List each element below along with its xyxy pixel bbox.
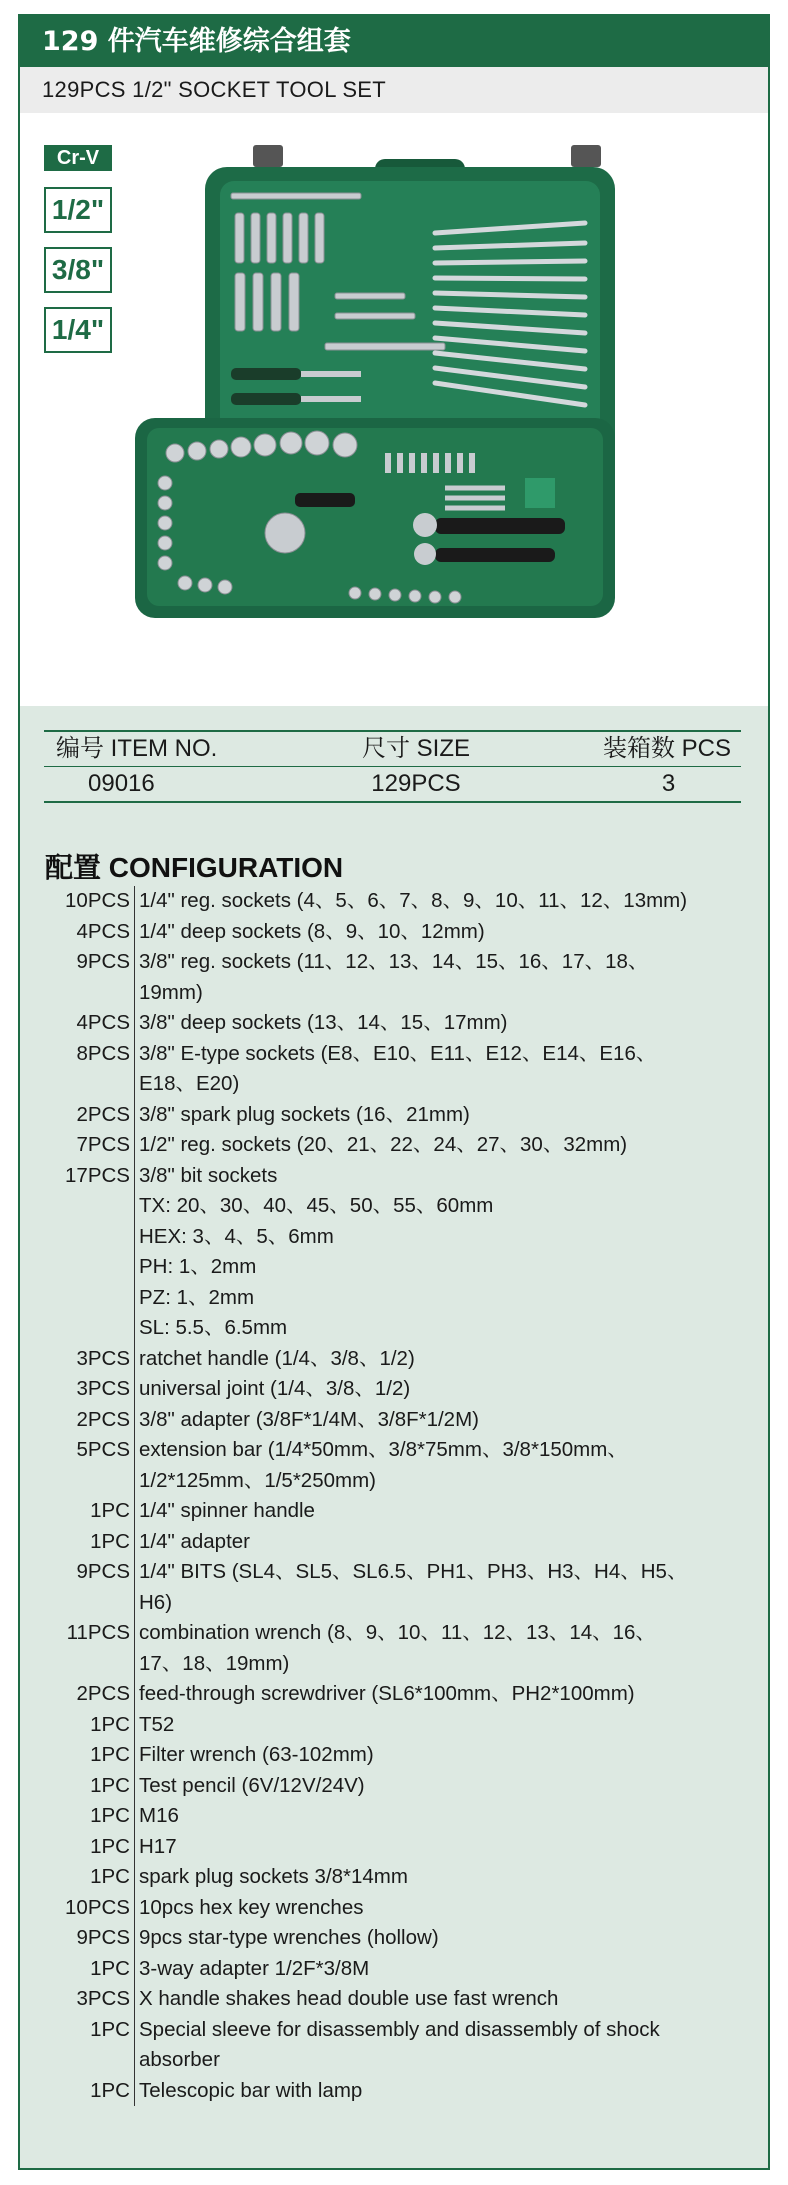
list-item xyxy=(40,1527,756,1558)
cell-pcs: 3 xyxy=(661,770,676,797)
cell-item-no: 09016 xyxy=(88,770,155,797)
item-quantity: 10PCS xyxy=(40,1893,135,1924)
list-item xyxy=(40,1039,756,1100)
list-item xyxy=(40,1405,756,1436)
item-quantity: 2PCS xyxy=(40,1679,135,1710)
item-quantity: 5PCS xyxy=(40,1435,135,1496)
item-description xyxy=(135,947,756,1008)
list-item xyxy=(40,1008,756,1039)
item-description xyxy=(135,1557,756,1618)
configuration-list xyxy=(40,886,756,2106)
list-item xyxy=(40,1923,756,1954)
spec-table-row xyxy=(44,767,741,803)
item-description-line: TX: 20、30、40、45、50、55、60mm xyxy=(139,1194,494,1217)
item-description-line: 17、18、19mm) xyxy=(139,1651,290,1675)
material-badge: Cr-V xyxy=(44,145,112,171)
item-description-line: 3/8" bit sockets xyxy=(139,1163,278,1187)
item-quantity: 1PC xyxy=(40,1954,135,1985)
item-description xyxy=(135,1344,756,1375)
latch-left xyxy=(253,145,283,167)
list-item xyxy=(40,1771,756,1802)
item-description xyxy=(135,917,756,948)
item-description xyxy=(135,1832,756,1863)
item-description xyxy=(135,2076,756,2107)
size-badge-1-4: 1/4" xyxy=(44,307,112,353)
item-description-line: 1/2" reg. sockets (20、21、22、24、27、30、32mm) xyxy=(139,1133,628,1156)
badge-column xyxy=(44,145,116,367)
item-quantity: 9PCS xyxy=(40,1923,135,1954)
item-quantity: 10PCS xyxy=(40,886,135,917)
configuration-title: 配置 CONFIGURATION xyxy=(45,852,344,883)
item-description xyxy=(135,1527,756,1558)
info-panel xyxy=(20,706,768,2168)
list-item xyxy=(40,1100,756,1131)
item-description xyxy=(135,1679,756,1710)
item-quantity: 8PCS xyxy=(40,1039,135,1100)
item-description-line: 1/4" BITS (SL4、SL5、SL6.5、PH1、PH3、H3、H4、H5、 xyxy=(139,1560,688,1583)
item-quantity: 9PCS xyxy=(40,947,135,1008)
list-item xyxy=(40,1801,756,1832)
item-description-line: feed-through screwdriver (SL6*100mm、PH2*100mm) xyxy=(139,1682,635,1705)
item-quantity: 1PC xyxy=(40,1527,135,1558)
list-item xyxy=(40,1557,756,1618)
item-description-line: combination wrench (8、9、10、11、12、13、14、16、 xyxy=(139,1621,656,1644)
item-description-line: 1/4" spinner handle xyxy=(139,1499,315,1522)
item-description xyxy=(135,1862,756,1893)
list-item xyxy=(40,1832,756,1863)
item-description-line: 9pcs star-type wrenches (hollow) xyxy=(139,1926,439,1949)
item-quantity: 4PCS xyxy=(40,917,135,948)
item-quantity: 3PCS xyxy=(40,1374,135,1405)
item-description-line: T52 xyxy=(139,1712,175,1736)
item-description-line: 19mm) xyxy=(139,980,203,1004)
item-quantity: 11PCS xyxy=(40,1618,135,1679)
bit-holder xyxy=(525,478,555,508)
item-description-line: 10pcs hex key wrenches xyxy=(139,1895,364,1919)
item-description-line: E18、E20) xyxy=(139,1072,240,1095)
item-description-line: SL: 5.5、6.5mm xyxy=(139,1316,288,1339)
item-description xyxy=(135,1954,756,1985)
item-description-line: 3/8" adapter (3/8F*1/4M、3/8F*1/2M) xyxy=(139,1407,479,1431)
item-description xyxy=(135,1893,756,1924)
spec-table xyxy=(44,730,741,803)
list-item xyxy=(40,1862,756,1893)
item-description-line: 1/4" reg. sockets (4、5、6、7、8、9、10、11、12、13mm) xyxy=(139,889,688,912)
item-description-line: spark plug sockets 3/8*14mm xyxy=(139,1865,408,1888)
item-description-line: H17 xyxy=(139,1834,177,1858)
list-item xyxy=(40,1161,756,1344)
item-quantity: 3PCS xyxy=(40,1344,135,1375)
item-description xyxy=(135,1496,756,1527)
item-description-line: Test pencil (6V/12V/24V) xyxy=(139,1773,365,1797)
list-item xyxy=(40,886,756,917)
page-subtitle: 129PCS 1/2" SOCKET TOOL SET xyxy=(20,67,768,113)
item-description-line: ratchet handle (1/4、3/8、1/2) xyxy=(139,1346,415,1370)
list-item xyxy=(40,1893,756,1924)
item-quantity: 1PC xyxy=(40,1862,135,1893)
item-description xyxy=(135,1710,756,1741)
item-quantity: 2PCS xyxy=(40,1405,135,1436)
list-item xyxy=(40,1374,756,1405)
item-quantity: 1PC xyxy=(40,1710,135,1741)
item-description-line: 3/8" deep sockets (13、14、15、17mm) xyxy=(139,1011,508,1034)
item-description xyxy=(135,2015,756,2076)
item-description-line: extension bar (1/4*50mm、3/8*75mm、3/8*150mm、 xyxy=(139,1438,628,1461)
list-item xyxy=(40,2076,756,2107)
list-item xyxy=(40,1496,756,1527)
product-photo-area xyxy=(20,113,768,707)
list-item xyxy=(40,1618,756,1679)
header-pcs: 装箱数 PCS xyxy=(602,735,731,762)
item-description xyxy=(135,886,756,917)
header-size: 尺寸 SIZE xyxy=(361,735,470,762)
item-quantity: 7PCS xyxy=(40,1130,135,1161)
item-quantity: 1PC xyxy=(40,2015,135,2076)
item-quantity: 17PCS xyxy=(40,1161,135,1344)
tool-case-image xyxy=(135,123,655,683)
item-description-line: 3-way adapter 1/2F*3/8M xyxy=(139,1956,370,1980)
product-sheet xyxy=(18,14,770,2170)
item-description-line: 3/8" reg. sockets (11、12、13、14、15、16、17、18、 xyxy=(139,950,649,973)
header-item-no: 编号 ITEM NO. xyxy=(56,735,218,762)
item-description xyxy=(135,1405,756,1436)
item-description-line: 1/2*125mm、1/5*250mm) xyxy=(139,1468,376,1492)
item-description-line: 1/4" adapter xyxy=(139,1529,250,1553)
item-quantity: 4PCS xyxy=(40,1008,135,1039)
item-quantity: 1PC xyxy=(40,1832,135,1863)
list-item xyxy=(40,1344,756,1375)
item-description-line: 3/8" E-type sockets (E8、E10、E11、E12、E14、E16、 xyxy=(139,1041,657,1065)
item-description xyxy=(135,1374,756,1405)
cell-size: 129PCS xyxy=(371,770,461,797)
list-item xyxy=(40,2015,756,2076)
item-description-line: 3/8" spark plug sockets (16、21mm) xyxy=(139,1102,470,1126)
item-description xyxy=(135,1161,756,1344)
item-description-line: M16 xyxy=(139,1804,179,1827)
list-item xyxy=(40,1130,756,1161)
item-description xyxy=(135,1771,756,1802)
item-description-line: Filter wrench (63-102mm) xyxy=(139,1743,374,1766)
item-description-line: PH: 1、2mm xyxy=(139,1255,257,1278)
page-title: 129 件汽车维修综合组套 xyxy=(20,16,768,67)
list-item xyxy=(40,1984,756,2015)
list-item xyxy=(40,917,756,948)
item-quantity: 1PC xyxy=(40,2076,135,2107)
spec-table-header xyxy=(44,730,741,767)
size-badge-3-8: 3/8" xyxy=(44,247,112,293)
item-description xyxy=(135,1100,756,1131)
list-item xyxy=(40,1710,756,1741)
latch-right xyxy=(571,145,601,167)
item-description xyxy=(135,1801,756,1832)
item-description-line: PZ: 1、2mm xyxy=(139,1285,255,1309)
item-description-line: HEX: 3、4、5、6mm xyxy=(139,1224,334,1248)
item-description-line: universal joint (1/4、3/8、1/2) xyxy=(139,1377,411,1400)
item-description xyxy=(135,1039,756,1100)
item-quantity: 1PC xyxy=(40,1771,135,1802)
item-quantity: 1PC xyxy=(40,1496,135,1527)
list-item xyxy=(40,1954,756,1985)
item-description-line: Telescopic bar with lamp xyxy=(139,2078,363,2102)
item-description xyxy=(135,1923,756,1954)
size-badge-1-2: 1/2" xyxy=(44,187,112,233)
item-description-line: 1/4" deep sockets (8、9、10、12mm) xyxy=(139,919,485,943)
item-description xyxy=(135,1740,756,1771)
item-description xyxy=(135,1008,756,1039)
item-quantity: 1PC xyxy=(40,1740,135,1771)
item-description-line: X handle shakes head double use fast wrench xyxy=(139,1987,559,2010)
list-item xyxy=(40,1679,756,1710)
item-quantity: 1PC xyxy=(40,1801,135,1832)
list-item xyxy=(40,1740,756,1771)
item-quantity: 9PCS xyxy=(40,1557,135,1618)
item-description-line: Special sleeve for disassembly and disassembly of shock xyxy=(139,2017,660,2041)
item-description xyxy=(135,1984,756,2015)
list-item xyxy=(40,1435,756,1496)
item-description-line: H6) xyxy=(139,1590,173,1614)
list-item xyxy=(40,947,756,1008)
item-description-line: absorber xyxy=(139,2048,220,2071)
item-description xyxy=(135,1618,756,1679)
item-description xyxy=(135,1130,756,1161)
item-description xyxy=(135,1435,756,1496)
item-quantity: 3PCS xyxy=(40,1984,135,2015)
item-quantity: 2PCS xyxy=(40,1100,135,1131)
